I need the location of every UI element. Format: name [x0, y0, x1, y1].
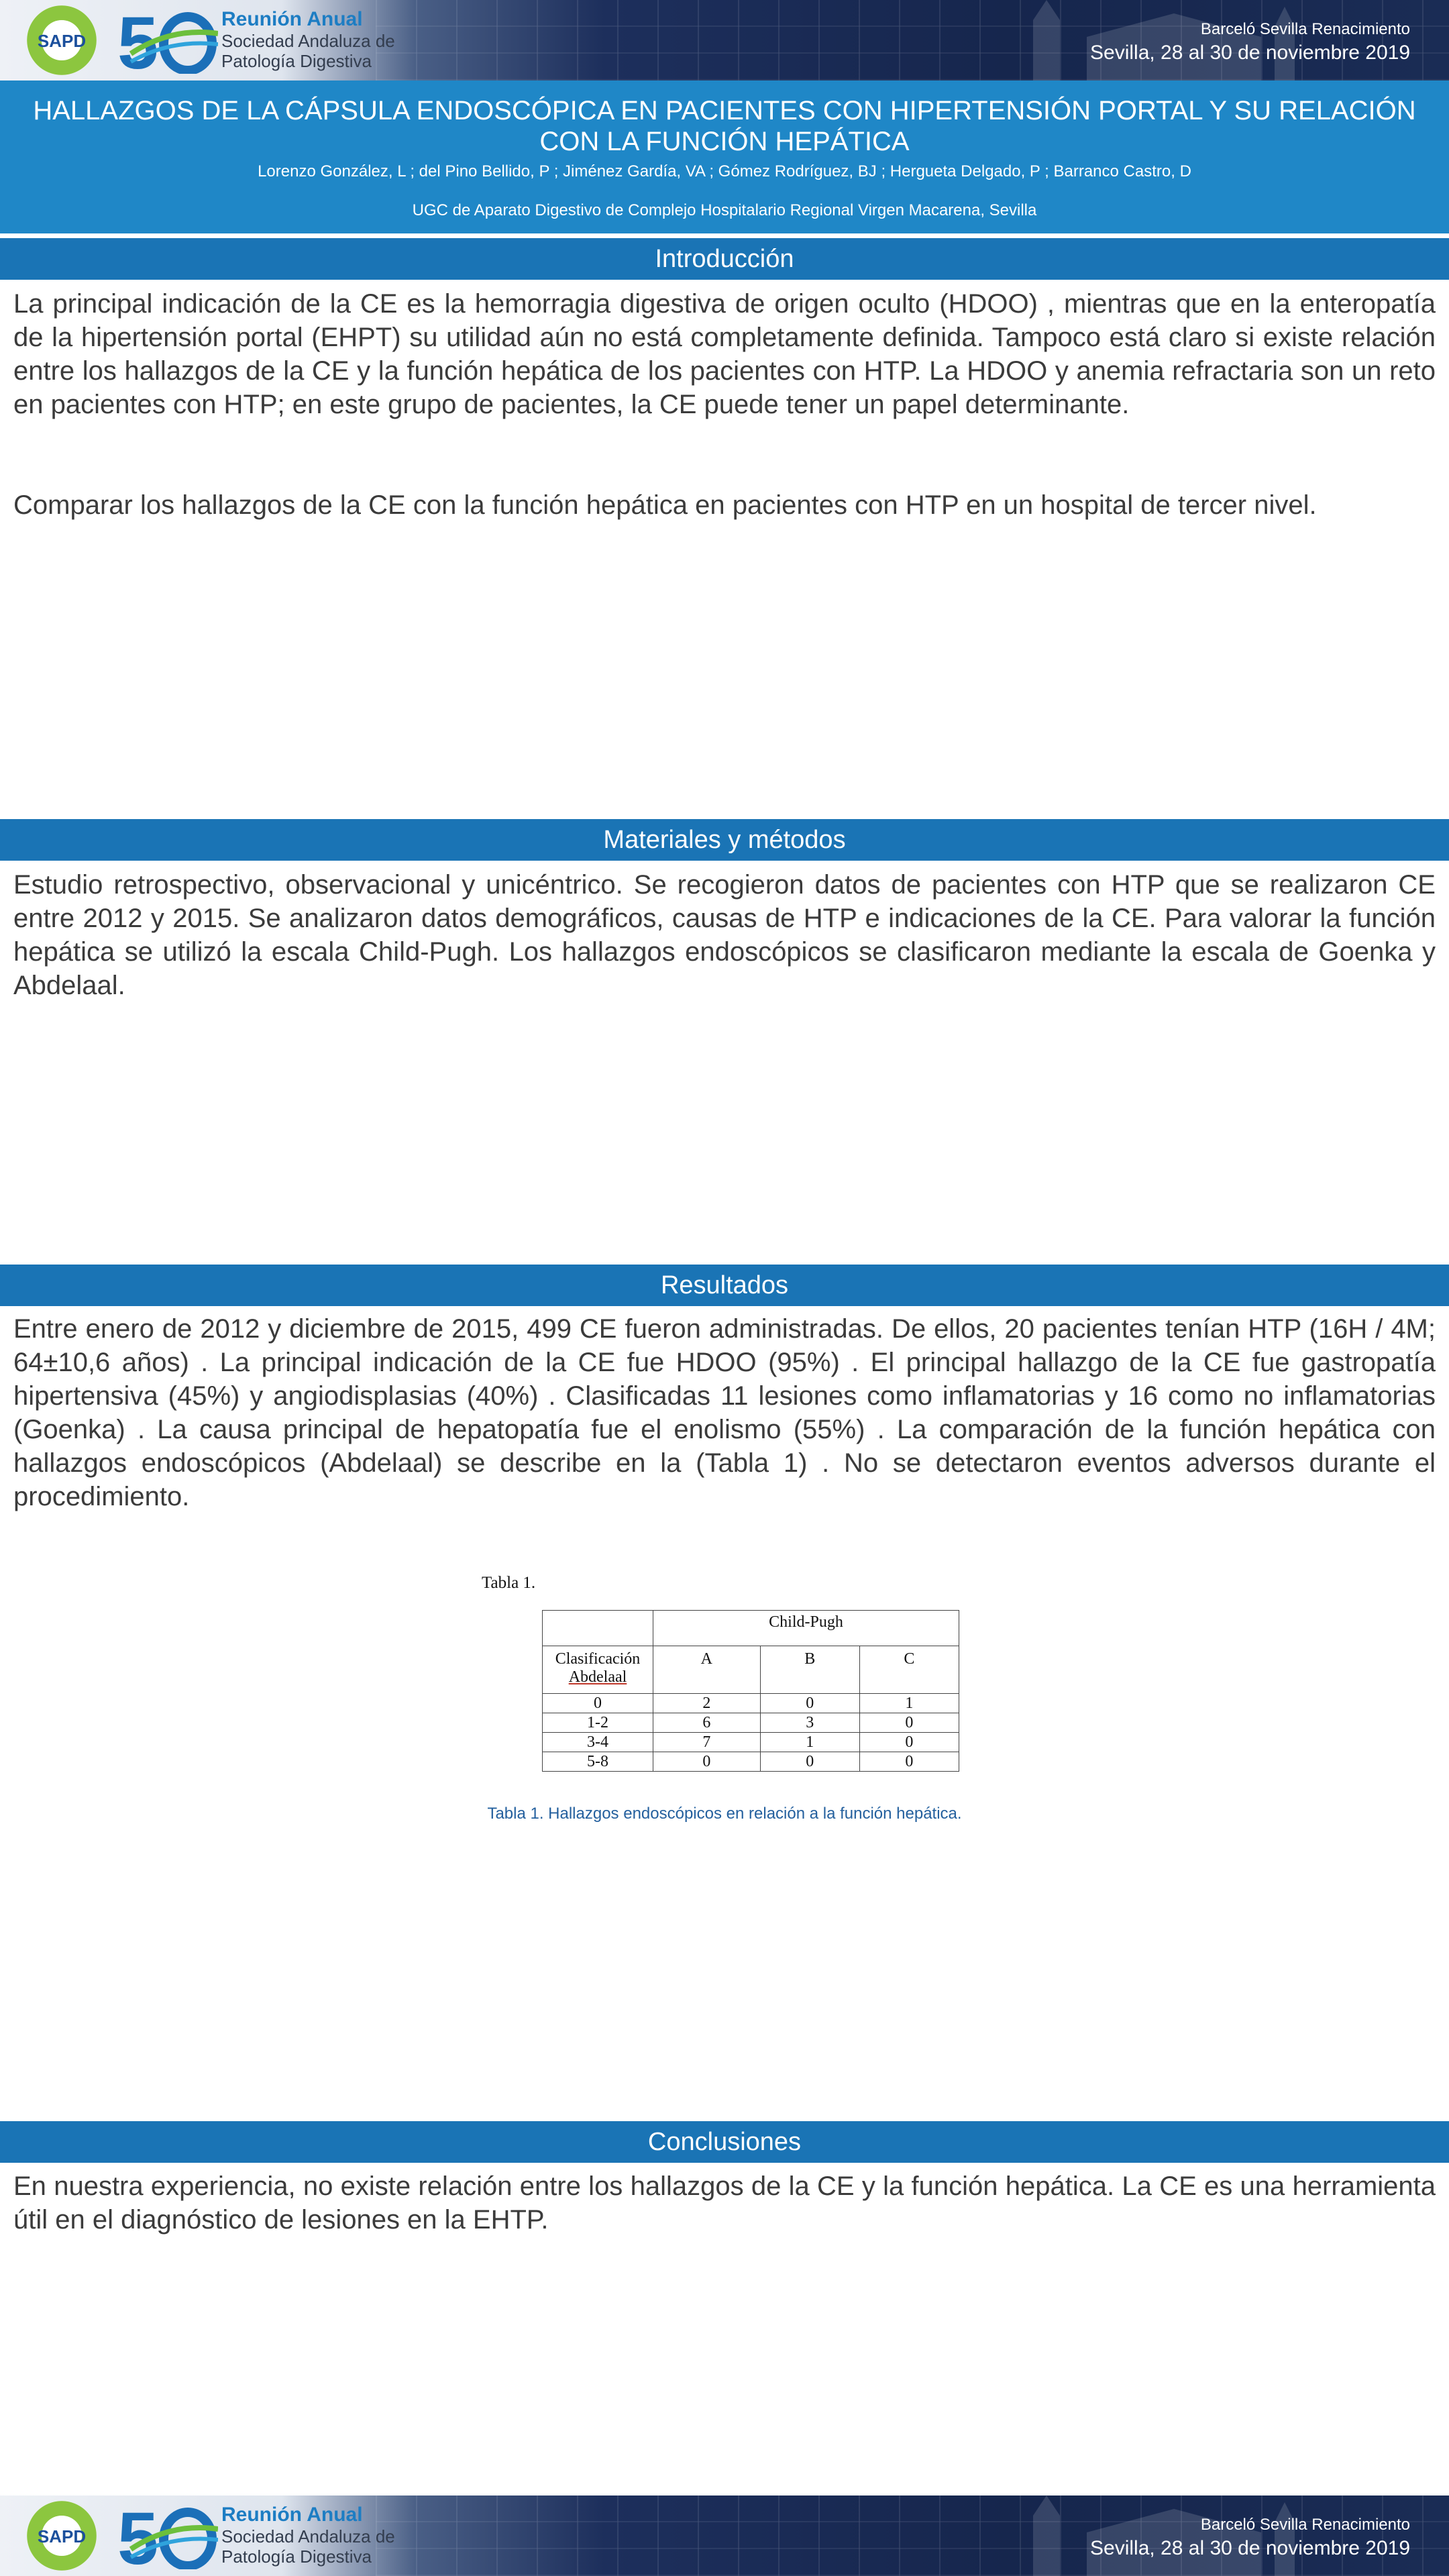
table-cell: 0 [859, 1733, 959, 1752]
column-header-a: A [653, 1646, 761, 1694]
logo-line-2: Sociedad Andaluza de [221, 31, 395, 51]
row-label: 0 [543, 1694, 653, 1713]
row-label: 1-2 [543, 1713, 653, 1733]
logo-line-1: Reunión Anual [221, 2504, 363, 2526]
venue-name: Barceló Sevilla Renacimiento [1200, 20, 1410, 38]
table-row-header [543, 1646, 653, 1694]
table-cell: 3 [760, 1713, 859, 1733]
bottom-banner [0, 2496, 1449, 2576]
table-label: Tabla 1. [482, 1574, 536, 1592]
anniversary-50-logo-icon [117, 7, 218, 74]
row-label: 5-8 [543, 1752, 653, 1772]
row-label: 3-4 [543, 1733, 653, 1752]
table-cell: 6 [653, 1713, 761, 1733]
table-group-header: Child-Pugh [653, 1611, 959, 1646]
top-banner [0, 0, 1449, 80]
venue-name: Barceló Sevilla Renacimiento [1200, 2516, 1410, 2534]
society-logo-text [221, 2505, 396, 2565]
results-paragraph: Entre enero de 2012 y diciembre de 2015, 499 CE fueron administradas. De ellos, 20 pacientes tenían HTP (16H / 4M; 64±10,6 años) . La principal indicación de la CE fue HDOO (95%) . El principal hallazgo de la CE fue gastropatía hipertensiva (45%) y angiodisplasias (40%) . Clasificadas 11 lesiones como inflamatorias y 16 como no inflamatorias (Goenka) . La causa principal de hepatopatía fue el enolismo (55%) . La comparación de la función hepática con hallazgos endoscópicos (Abdelaal) se describe en la (Tabla 1) . No se detectaron eventos adversos durante el procedimiento. [13, 1314, 1436, 1511]
venue-info [1090, 2516, 1410, 2560]
table-cell: 0 [653, 1752, 761, 1772]
row-header-line-2: Abdelaal [568, 1668, 627, 1686]
anniversary-50-logo-icon [117, 2502, 218, 2569]
society-logo-text [221, 9, 396, 70]
table-corner-cell [543, 1611, 653, 1646]
conclusions-paragraph: En nuestra experiencia, no existe relación entre los hallazgos de la CE y la función hepática. La CE es una herramienta útil en el diagnóstico de lesiones en la EHTP. [13, 2171, 1436, 2235]
table-cell: 0 [859, 1752, 959, 1772]
table-cell: 7 [653, 1733, 761, 1752]
logo-line-1: Reunión Anual [221, 8, 363, 30]
intro-objective: Comparar los hallazgos de la CE con la función hepática en pacientes con HTP en un hospital de tercer nivel. [13, 490, 1317, 520]
intro-paragraph: La principal indicación de la CE es la hemorragia digestiva de origen oculto (HDOO) , mientras que en la enteropatía de la hipertensión portal (EHPT) su utilidad aún no está completamente definida. Tampoco está claro si existe relación entre los hallazgos de la CE y la función hepática de los pacientes con HTP. La HDOO y anemia refractaria son un reto en pacientes con HTP; en este grupo de pacientes, la CE puede tener un papel determinante. [13, 289, 1436, 419]
section-header-materiales: Materiales y métodos [0, 819, 1449, 861]
table-row [543, 1713, 959, 1733]
logo-line-3: Patología Digestiva [221, 51, 372, 71]
logo-line-3: Patología Digestiva [221, 2546, 372, 2567]
affiliation: UGC de Aparato Digestivo de Complejo Hospitalario Regional Virgen Macarena, Sevilla [412, 201, 1037, 219]
table-row [543, 1694, 959, 1713]
title-block [0, 80, 1449, 233]
section-header-conclusiones: Conclusiones [0, 2121, 1449, 2163]
event-dates: Sevilla, 28 al 30 de noviembre 2019 [1090, 42, 1410, 64]
sapd-logo-icon [27, 2501, 97, 2571]
authors: Lorenzo González, L ; del Pino Bellido, P ; Jiménez Gardía, VA ; Gómez Rodríguez, BJ ; Hergueta Delgado, P ; Barranco Castro, D [258, 162, 1191, 180]
svg-text:5: 5 [117, 7, 159, 74]
column-header-c: C [859, 1646, 959, 1694]
methods-paragraph: Estudio retrospectivo, observacional y unicéntrico. Se recogieron datos de pacientes con HTP que se realizaron CE entre 2012 y 2015. Se analizaron datos demográficos, causas de HTP e indicaciones de la CE. Para valorar la función hepática se utilizó la escala Child-Pugh. Los hallazgos endoscópicos se clasificaron mediante la escala de Goenka y Abdelaal. [13, 870, 1436, 1000]
table-cell: 0 [760, 1752, 859, 1772]
column-header-b: B [760, 1646, 859, 1694]
table-cell: 0 [760, 1694, 859, 1713]
table-row [543, 1752, 959, 1772]
row-header-line-1: Clasificación [555, 1650, 641, 1668]
svg-text:5: 5 [117, 2502, 159, 2569]
table-cell: 2 [653, 1694, 761, 1713]
table-cell: 1 [760, 1733, 859, 1752]
venue-info [1090, 20, 1410, 64]
poster-title: HALLAZGOS DE LA CÁPSULA ENDOSCÓPICA EN PACIENTES CON HIPERTENSIÓN PORTAL Y SU RELACIÓN CON LA FUNCIÓN HEPÁTICA [33, 96, 1416, 156]
sapd-logo-icon [27, 5, 97, 75]
logo-line-2: Sociedad Andaluza de [221, 2526, 395, 2546]
table-cell: 1 [859, 1694, 959, 1713]
event-dates: Sevilla, 28 al 30 de noviembre 2019 [1090, 2537, 1410, 2559]
table-row [543, 1733, 959, 1752]
sapd-logo-text: SAPD [37, 2526, 87, 2546]
results-table [542, 1610, 959, 1772]
table-caption: Tabla 1. Hallazgos endoscópicos en relación a la función hepática. [487, 1805, 962, 1823]
sapd-logo-text: SAPD [37, 31, 87, 51]
section-header-introduccion: Introducción [0, 238, 1449, 280]
section-header-resultados: Resultados [0, 1265, 1449, 1306]
table-cell: 0 [859, 1713, 959, 1733]
